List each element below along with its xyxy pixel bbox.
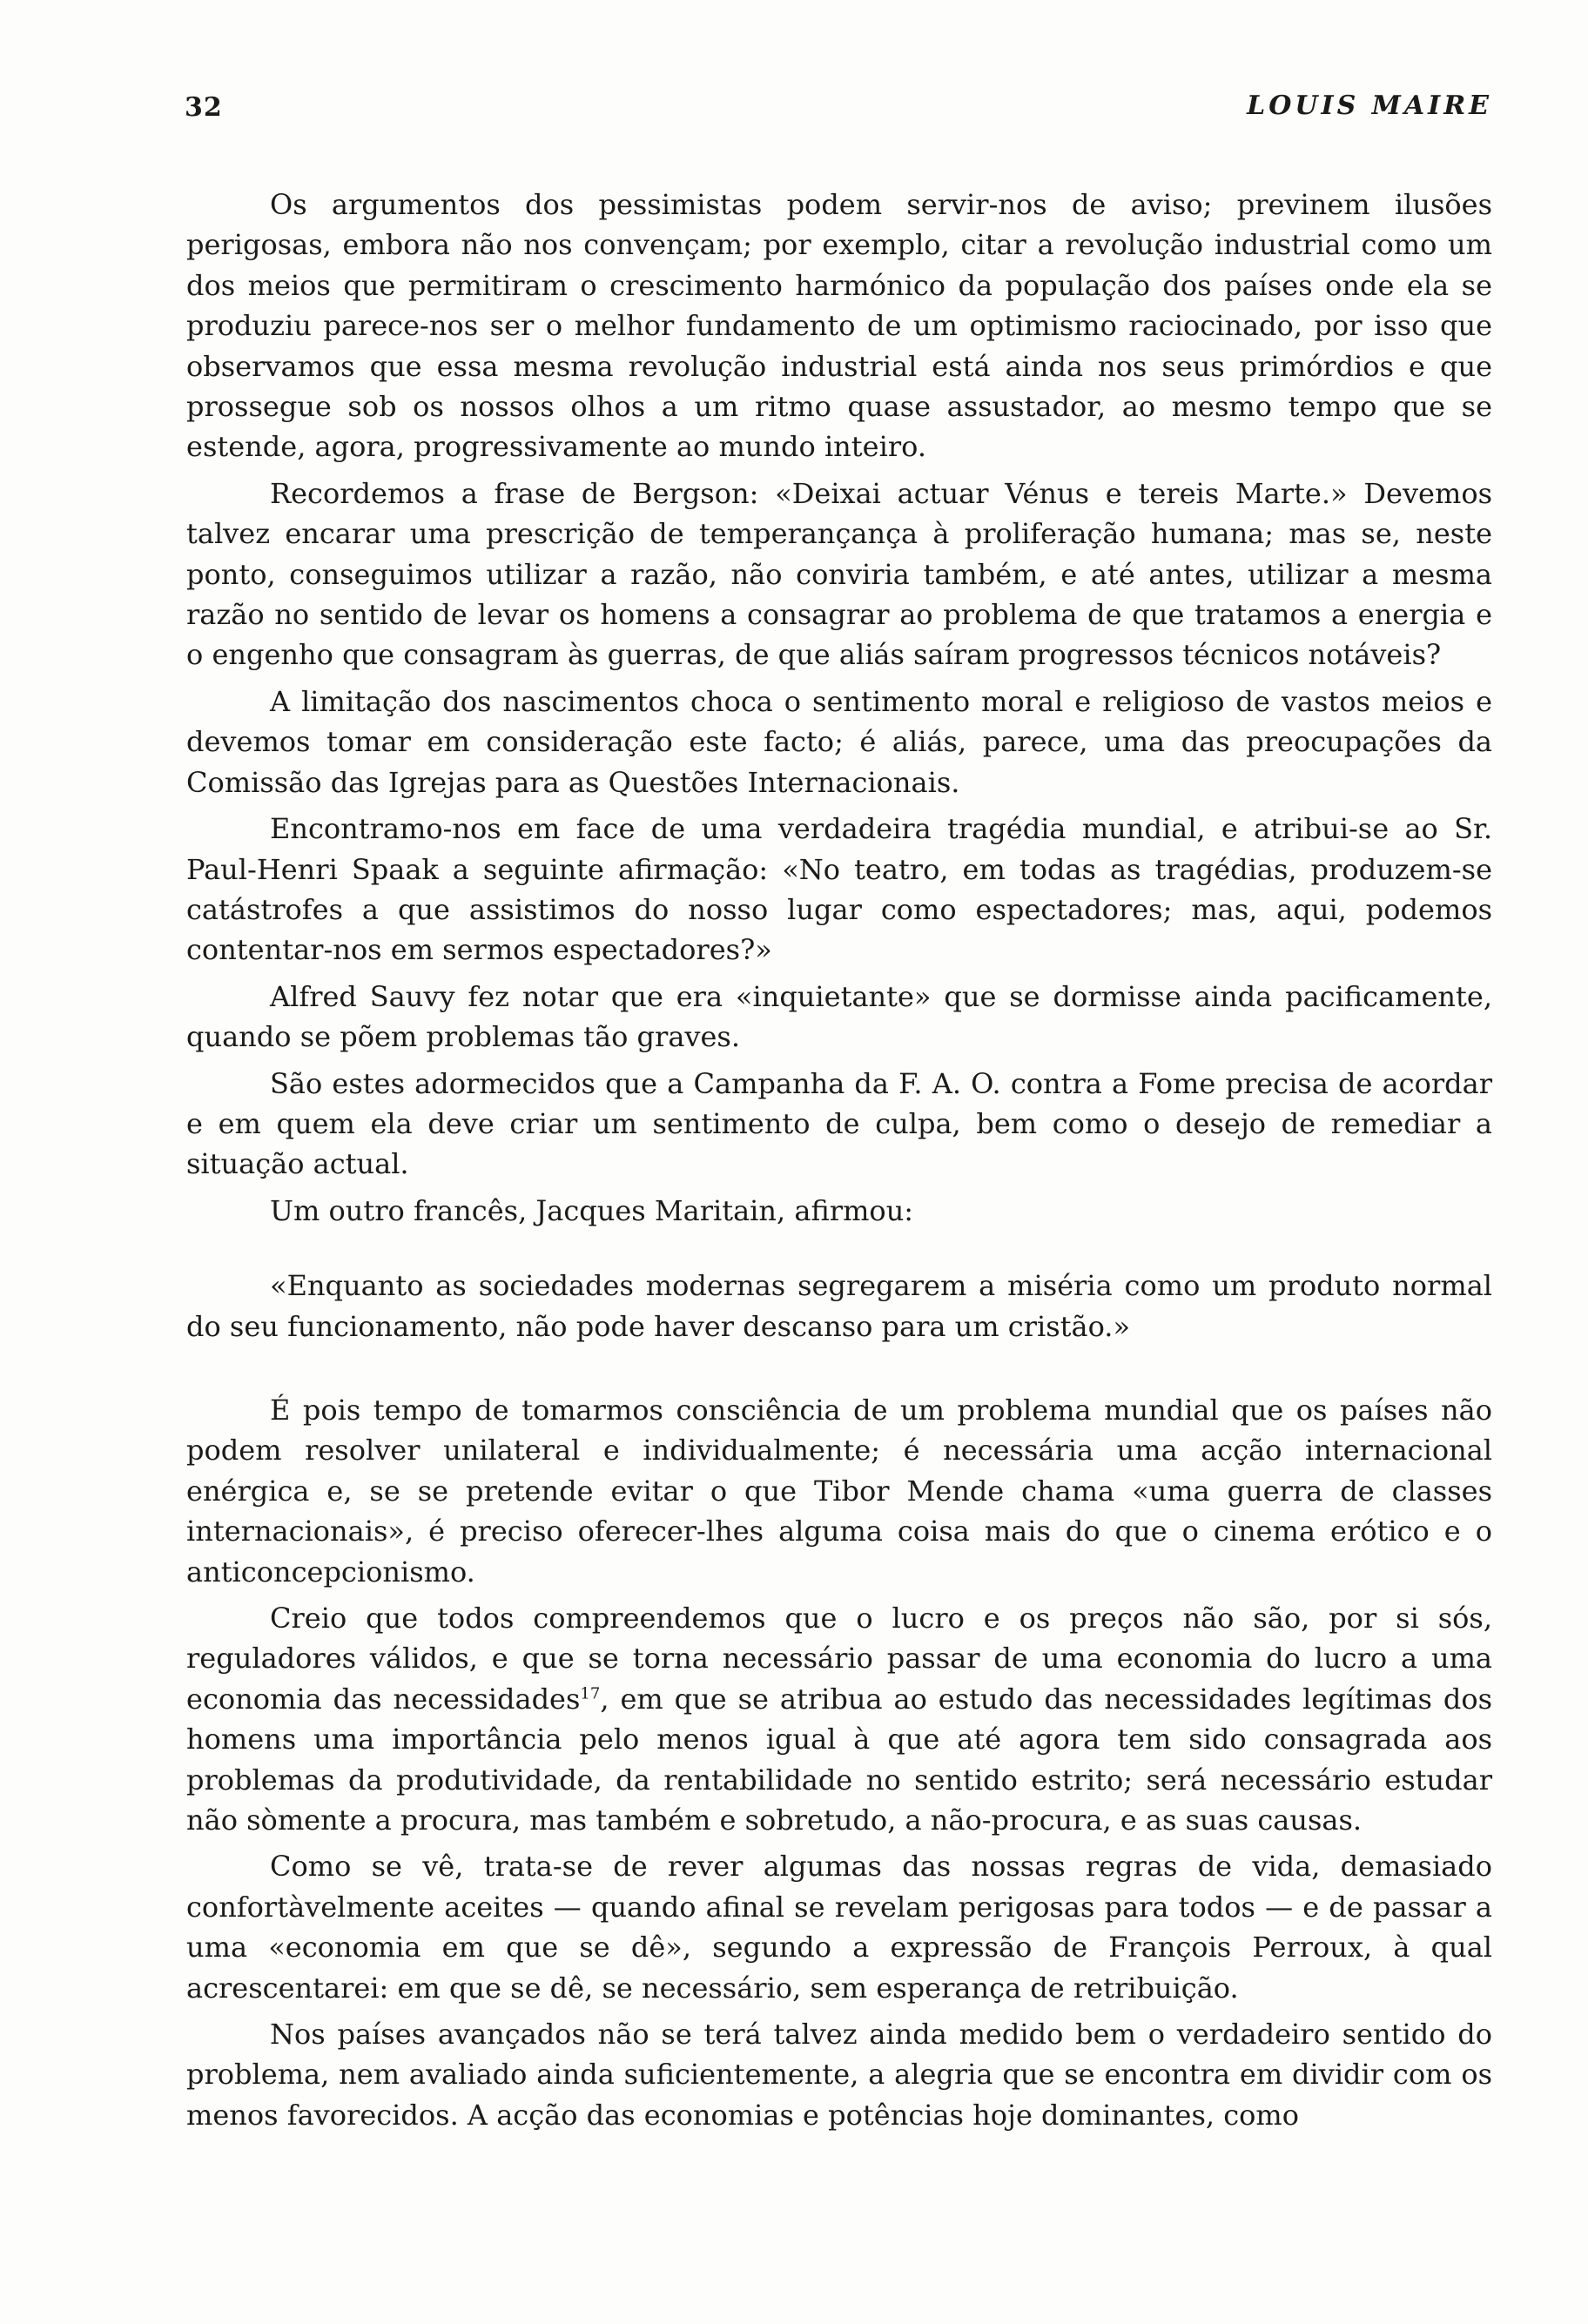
paragraph xyxy=(186,1598,1492,1840)
page-number: 32 xyxy=(185,92,223,123)
paragraph: Recordemos a frase de Bergson: «Deixai actuar Vénus e tereis Marte.» Devemos talvez encarar uma prescrição de temperançança à proliferação humana; mas se, neste ponto, conseguimos utilizar a razão, não conviria também, e até antes, utilizar a mesma razão no sentido de levar os homens a consagrar ao problema de que tratamos a energia e o engenho que consagram às guerras, de que aliás saíram progressos técnicos notáveis? xyxy=(186,476,1492,672)
paragraph: Como se vê, trata-se de rever algumas das nossas regras de vida, demasiado confortàvelmente aceites — quando afinal se revelam perigosas para todos — e de passar a uma «economia em que se dê», segundo a expressão de François Perroux, à qual acrescentarei: em que se dê, se necessário, sem esperança de retribuição. xyxy=(186,1850,1492,2005)
footnote-reference: 17 xyxy=(580,1684,601,1703)
paragraph: São estes adormecidos que a Campanha da F. A. O. contra a Fome precisa de acordar e em quem ela deve criar um sentimento de culpa, bem como o desejo de remediar a situação actual. xyxy=(186,1066,1492,1181)
paragraph: Os argumentos dos pessimistas podem servir-nos de aviso; previnem ilusões perigosas, embora não nos convençam; por exemplo, citar a revolução industrial como um dos meios que permitiram o crescimento harmónico da população dos países onde ela se produziu parece-nos ser o melhor fundamento de um optimismo raciocinado, por isso que observamos que essa mesma revolução industrial está ainda nos seus primórdios e que prossegue sob os nossos olhos a um ritmo quase assustador, ao mesmo tempo que se estende, agora, progressivamente ao mundo inteiro. xyxy=(186,188,1492,464)
body-text xyxy=(186,185,1492,2141)
paragraph-text-before-note: Creio que todos compreendemos que o lucro e os preços não são, por si sós, reguladores válidos, e que se torna necessário passar de uma economia do lucro a uma economia das necessidades xyxy=(186,1602,1492,1716)
paragraph: Nos países avançados não se terá talvez ainda medido bem o verdadeiro sentido do problema, nem avaliado ainda suficientemente, a alegria que se encontra em dividir com os menos favorecidos. A acção das economias e potências hoje dominantes, como xyxy=(186,2018,1492,2132)
paragraph: A limitação dos nascimentos choca o sentimento moral e religioso de vastos meios e devemos tomar em consideração este facto; é aliás, parece, uma das preocupações da Comissão das Igrejas para as Questões Internacionais. xyxy=(186,684,1492,799)
paragraph-text-after-note: , em que se atribua ao estudo das necessidades legítimas dos homens uma importância pelo menos igual à que até agora tem sido consagrada aos problemas da produtividade, da rentabilidade no sentido estrito; será necessário estudar não sòmente a procura, mas também e sobretudo, a não-procura, e as suas causas. xyxy=(186,1682,1493,1837)
paragraph: É pois tempo de tomarmos consciência de um problema mundial que os países não podem resolver unilateral e individualmente; é necessária uma acção internacional enérgica e, se se pretende evitar o que Tibor Mende chama «uma guerra de classes internacionais», é preciso oferecer-lhes alguma coisa mais do que o cinema erótico e o anticoncepcionismo. xyxy=(186,1393,1492,1589)
paragraph: Encontramo-nos em face de uma verdadeira tragédia mundial, e atribui-se ao Sr. Paul-Henri Spaak a seguinte afirmação: «No teatro, em todas as tragédias, produzem-se catástrofes a que assistimos do nosso lugar como espectadores; mas, aqui, podemos contentar-nos em sermos espectadores?» xyxy=(186,812,1492,967)
running-head: LOUIS MAIRE xyxy=(1247,91,1492,121)
paragraph: Um outro francês, Jacques Maritain, afirmou: xyxy=(270,1193,914,1227)
block-quote: «Enquanto as sociedades modernas segregarem a miséria como um produto normal do seu funcionamento, não pode haver descanso para um cristão.» xyxy=(186,1269,1492,1343)
paragraph: Alfred Sauvy fez notar que era «inquietante» que se dormisse ainda pacificamente, quando se põem problemas tão graves. xyxy=(186,979,1492,1054)
